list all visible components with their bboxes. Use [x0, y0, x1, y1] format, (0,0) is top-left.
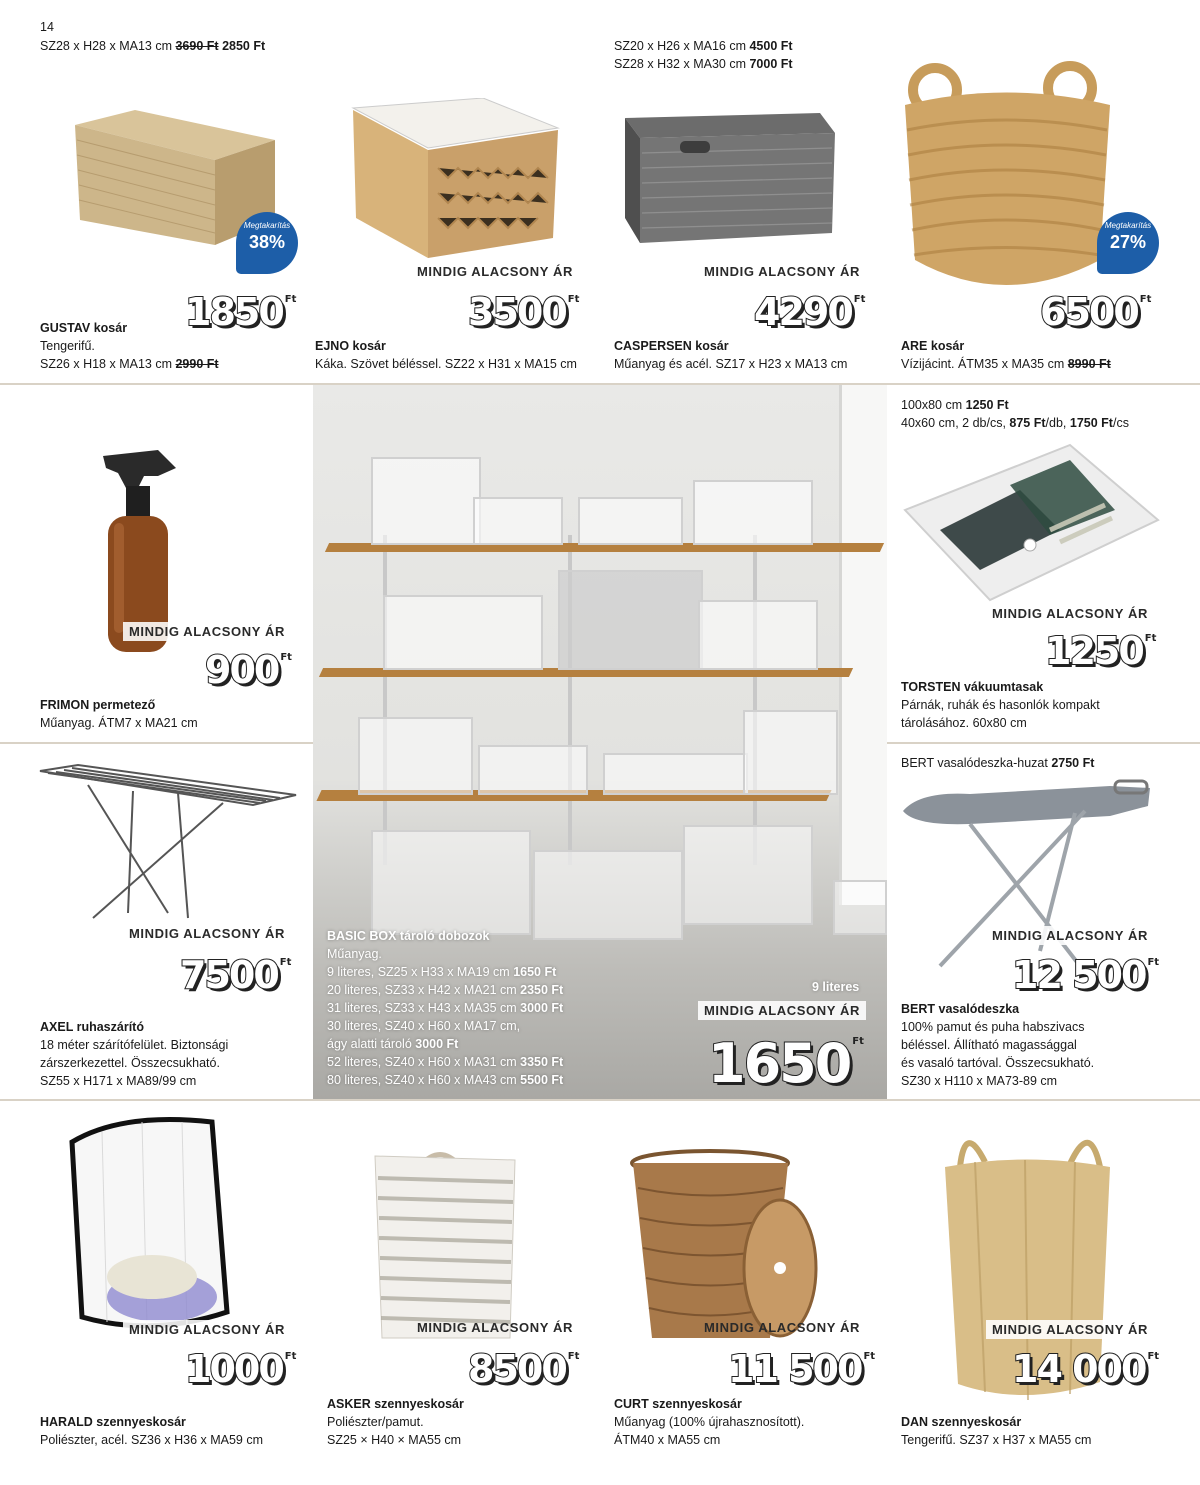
divider-right — [887, 742, 1200, 744]
torsten-price: 1250 $^{Ft}$ — [1045, 629, 1157, 673]
curt-name: CURT szennyeskosár — [614, 1397, 742, 1411]
dan-desc: Tengerifű. SZ37 x H37 x MA55 cm — [901, 1433, 1092, 1447]
bert-desc-2: béléssel. Állítható magassággal — [901, 1038, 1077, 1052]
divider-row3 — [0, 1099, 1200, 1101]
axel-low-price-label: MINDIG ALACSONY ÁR — [129, 926, 285, 941]
bert-low-price-label: MINDIG ALACSONY ÁR — [986, 926, 1154, 945]
torsten-option-2: 40x60 cm, 2 db/cs, 875 Ft/db, 1750 Ft/cs — [901, 416, 1129, 430]
basic-box-low-price-label: MINDIG ALACSONY ÁR — [698, 1001, 866, 1020]
basic-box-row-6: 52 literes, SZ40 x H60 x MA31 cm 3350 Ft — [327, 1055, 564, 1069]
axel-drying-rack-image — [38, 763, 300, 925]
ejno-desc: Káka. Szövet béléssel. SZ22 x H31 x MA15 cm — [315, 357, 577, 371]
asker-desc-2: SZ25 × H40 × MA55 cm — [327, 1433, 462, 1447]
torsten-vacuum-bag-image — [900, 440, 1160, 615]
frimon-desc: Műanyag. ÁTM7 x MA21 cm — [40, 716, 198, 730]
harald-price: 1000 $^{Ft}$ — [185, 1347, 297, 1391]
harald-name: HARALD szennyeskosár — [40, 1415, 186, 1429]
harald-low-price-label: MINDIG ALACSONY ÁR — [123, 1320, 291, 1339]
axel-desc-2: zárszerkezettel. Összecsukható. — [40, 1056, 220, 1070]
frimon-price: 900 $^{Ft}$ — [205, 648, 292, 692]
axel-desc-3: SZ55 x H171 x MA89/99 cm — [40, 1074, 197, 1088]
dan-low-price-label: MINDIG ALACSONY ÁR — [986, 1320, 1154, 1339]
are-price: 6500 $^{Ft}$ — [1040, 290, 1152, 334]
are-name: ARE kosár — [901, 339, 965, 353]
caspersen-low-price-label: MINDIG ALACSONY ÁR — [704, 264, 860, 279]
are-basket-image — [895, 60, 1120, 305]
dan-name: DAN szennyeskosár — [901, 1415, 1022, 1429]
gustav-name: GUSTAV kosár — [40, 321, 128, 335]
torsten-desc-2: tárolásához. 60x80 cm — [901, 716, 1027, 730]
bert-cover: BERT vasalódeszka-huzat 2750 Ft — [901, 756, 1095, 770]
frimon-name: FRIMON permetező — [40, 698, 156, 712]
are-savings-label: Megtakarítás — [1104, 221, 1152, 230]
basic-box-row-5: ágy alatti tároló 3000 Ft — [327, 1037, 459, 1051]
harald-hamper-image — [62, 1112, 247, 1337]
basic-box-row-1: 9 literes, SZ25 x H33 x MA19 cm 1650 Ft — [327, 965, 557, 979]
ejno-name: EJNO kosár — [315, 339, 386, 353]
gustav-savings-percent: 38% — [248, 232, 286, 252]
basic-box-row-4: 30 literes, SZ40 x H60 x MA17 cm, — [327, 1019, 521, 1033]
bert-desc-1: 100% pamut és puha habszivacs — [901, 1020, 1085, 1034]
curt-hamper-image — [630, 1148, 830, 1343]
basic-box-size-label: 9 literes — [812, 980, 860, 994]
asker-hamper-image — [370, 1148, 520, 1343]
page-number: 14 — [40, 20, 54, 34]
curt-price: 11 500 $^{Ft}$ — [728, 1347, 876, 1391]
harald-desc: Poliészter, acél. SZ36 x H36 x MA59 cm — [40, 1433, 264, 1447]
bert-price: 12 500 $^{Ft}$ — [1012, 953, 1160, 997]
curt-desc-1: Műanyag (100% újrahasznosított). — [614, 1415, 805, 1429]
gustav-material: Tengerifű. — [40, 339, 95, 353]
bert-desc-3: és vasaló tartóval. Összecsukható. — [901, 1056, 1095, 1070]
divider-left — [0, 742, 313, 744]
gustav-price: 1850 $^{Ft}$ — [185, 290, 297, 334]
torsten-low-price-label: MINDIG ALACSONY ÁR — [986, 604, 1154, 623]
gustav-top-size: SZ28 x H28 x MA13 cm — [40, 39, 172, 53]
bert-ironing-board-image — [900, 776, 1155, 976]
gustav-savings-label: Megtakarítás — [243, 221, 291, 230]
caspersen-price: 4290 $^{Ft}$ — [754, 290, 866, 334]
bert-name: BERT vasalódeszka — [901, 1002, 1020, 1016]
caspersen-name: CASPERSEN kosár — [614, 339, 729, 353]
axel-name: AXEL ruhaszárító — [40, 1020, 144, 1034]
asker-low-price-label: MINDIG ALACSONY ÁR — [417, 1320, 573, 1335]
ejno-basket-image — [348, 98, 563, 263]
curt-desc-2: ÁTM40 x MA55 cm — [614, 1433, 721, 1447]
axel-desc-1: 18 méter szárítófelület. Biztonsági — [40, 1038, 229, 1052]
ejno-low-price-label: MINDIG ALACSONY ÁR — [417, 264, 573, 279]
gustav-savings-badge — [236, 212, 298, 274]
are-savings-badge — [1097, 212, 1159, 274]
basic-box-name: BASIC BOX tároló dobozok — [327, 929, 490, 943]
ejno-price: 3500 $^{Ft}$ — [468, 290, 580, 334]
basic-box-price: 1650 $^{Ft}$ — [708, 1032, 864, 1095]
frimon-low-price-label: MINDIG ALACSONY ÁR — [123, 622, 291, 641]
caspersen-option-1: SZ20 x H26 x MA16 cm 4500 Ft — [614, 39, 793, 53]
are-old-price: 8990 Ft — [1067, 357, 1111, 371]
caspersen-basket-image — [620, 108, 840, 248]
torsten-option-1: 100x80 cm 1250 Ft — [901, 398, 1009, 412]
axel-price: 7500 $^{Ft}$ — [180, 953, 292, 997]
curt-low-price-label: MINDIG ALACSONY ÁR — [704, 1320, 860, 1335]
gustav-old-price: 2990 Ft — [175, 357, 219, 371]
basic-box-material: Műanyag. — [327, 947, 382, 961]
basic-box-row-3: 31 literes, SZ33 x H43 x MA35 cm 3000 Ft — [327, 1001, 564, 1015]
caspersen-desc: Műanyag és acél. SZ17 x H23 x MA13 cm — [614, 357, 848, 371]
torsten-name: TORSTEN vákuumtasak — [901, 680, 1044, 694]
basic-box-row-7: 80 literes, SZ40 x H60 x MA43 cm 5500 Ft — [327, 1073, 564, 1087]
bert-desc-4: SZ30 x H110 x MA73-89 cm — [901, 1074, 1058, 1088]
asker-price: 8500 $^{Ft}$ — [468, 1347, 580, 1391]
asker-desc-1: Poliészter/pamut. — [327, 1415, 424, 1429]
caspersen-option-2: SZ28 x H32 x MA30 cm 7000 Ft — [614, 57, 793, 71]
gustav-size: SZ26 x H18 x MA13 cm 2990 Ft — [40, 357, 219, 371]
gustav-top-new-price: 2850 Ft — [222, 39, 266, 53]
asker-name: ASKER szennyeskosár — [327, 1397, 464, 1411]
gustav-top-old-price: 3690 Ft — [175, 39, 219, 53]
dan-price: 14 000 $^{Ft}$ — [1012, 1347, 1160, 1391]
basic-box-row-2: 20 literes, SZ33 x H42 x MA21 cm 2350 Ft — [327, 983, 564, 997]
gustav-top-info — [40, 37, 265, 55]
are-desc: Vízijácint. ÁTM35 x MA35 cm 8990 Ft — [901, 357, 1111, 371]
are-savings-percent: 27% — [1109, 232, 1147, 252]
torsten-desc-1: Párnák, ruhák és hasonlók kompakt — [901, 698, 1100, 712]
